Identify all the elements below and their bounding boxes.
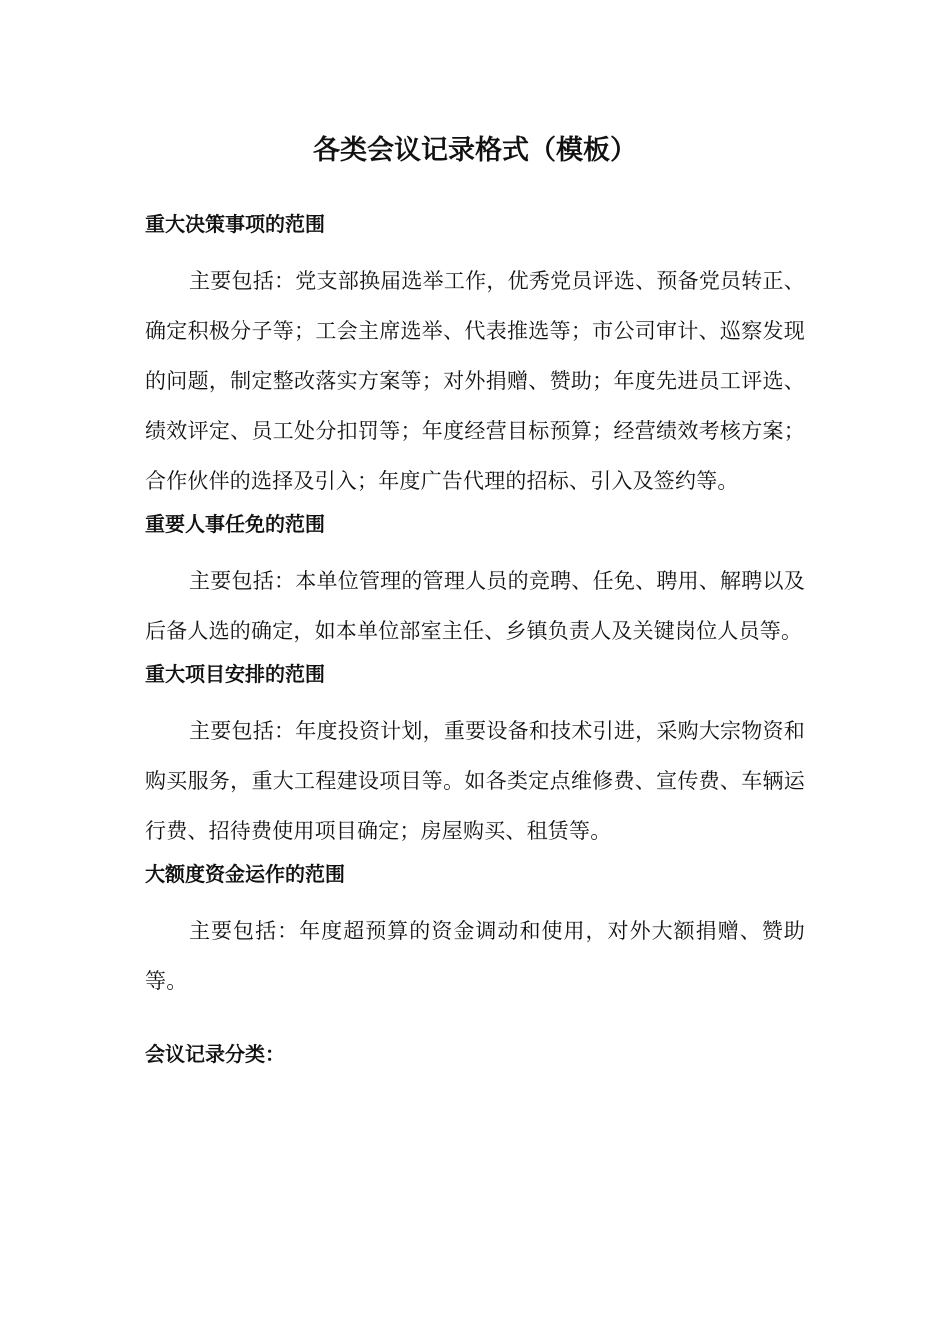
section-heading: 重要人事任免的范围 bbox=[145, 512, 325, 536]
spacer bbox=[145, 1006, 805, 1036]
section-body: 主要包括：年度投资计划，重要设备和技术引进，采购大宗物资和购买服务，重大工程建设项目等。如各类定点维修费、宣传费、车辆运行费、招待费使用项目确定；房屋购买、租赁等。 bbox=[145, 719, 805, 843]
document-content bbox=[145, 206, 805, 1072]
section-body: 主要包括：党支部换届选举工作，优秀党员评选、预备党员转正、确定积极分子等；工会主席选举、代表推选等；市公司审计、巡察发现的问题，制定整改落实方案等；对外捐赠、赞助；年度先进员工评选、绩效评定、员工处分扣罚等；年度经营目标预算；经营绩效考核方案；合作伙伴的选择及引入；年度广告代理的招标、引入及签约等。 bbox=[145, 269, 805, 493]
section-large-funds bbox=[145, 856, 805, 1006]
classification-heading: 会议记录分类： bbox=[145, 1042, 285, 1066]
section-heading: 大额度资金运作的范围 bbox=[145, 862, 345, 886]
section-body: 主要包括：本单位管理的管理人员的竞聘、任免、聘用、解聘以及后备人选的确定，如本单位部室主任、乡镇负责人及关键岗位人员等。 bbox=[145, 569, 805, 643]
section-body: 主要包括：年度超预算的资金调动和使用，对外大额捐赠、赞助等。 bbox=[145, 919, 805, 993]
section-major-projects bbox=[145, 656, 805, 856]
section-personnel-appointments bbox=[145, 506, 805, 656]
section-major-decisions bbox=[145, 206, 805, 506]
section-heading: 重大决策事项的范围 bbox=[145, 212, 325, 236]
document-title: 各类会议记录格式（模板） bbox=[313, 135, 637, 166]
section-heading: 重大项目安排的范围 bbox=[145, 662, 325, 686]
